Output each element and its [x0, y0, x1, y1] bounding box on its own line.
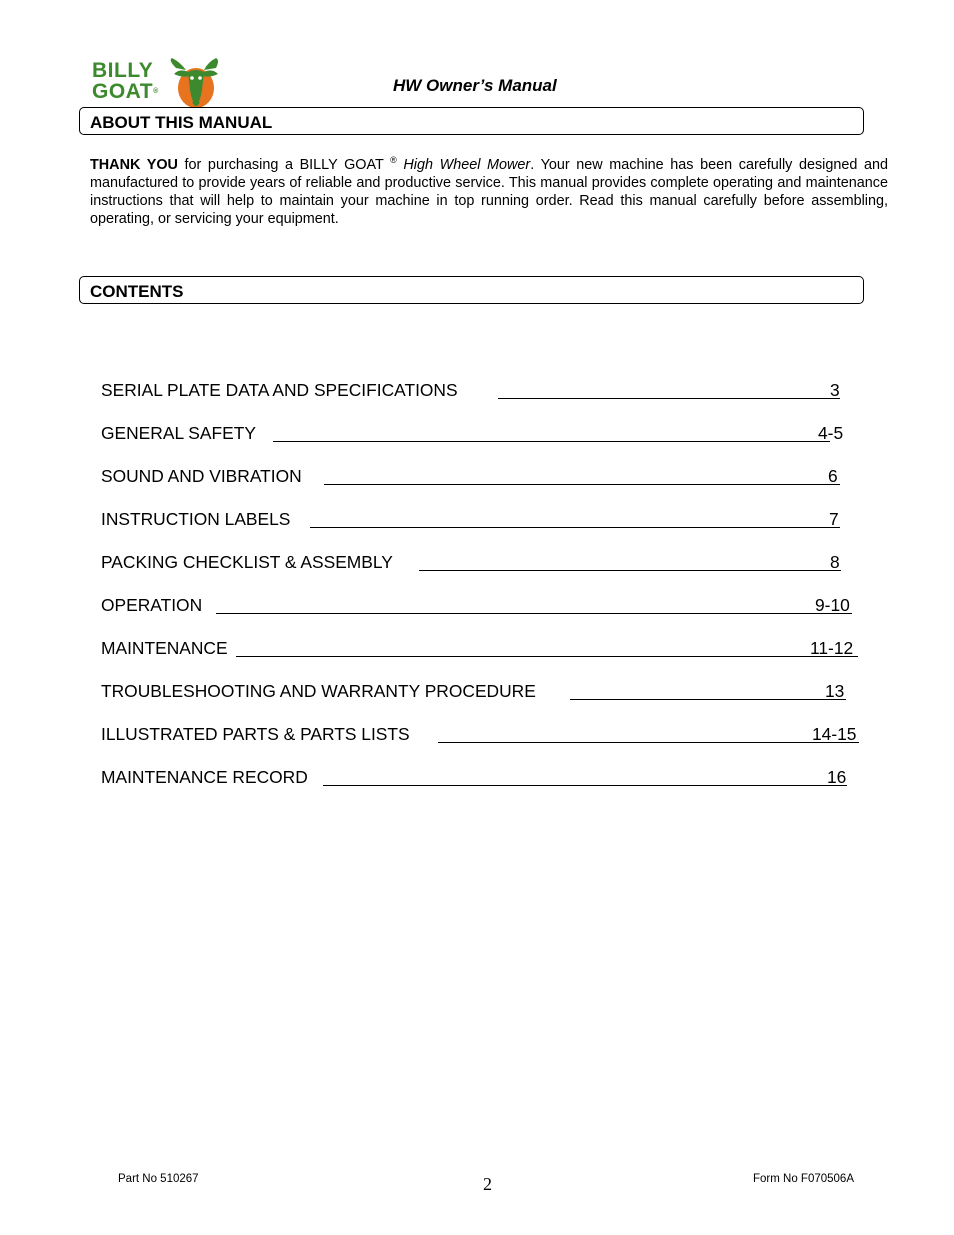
intro-lead: THANK YOU [90, 156, 178, 173]
intro-text-1: for purchasing a BILLY GOAT [177, 156, 391, 173]
toc-leader-line [310, 527, 840, 528]
toc-entry-title: ILLUSTRATED PARTS & PARTS LISTS [101, 724, 410, 744]
logo-wordmark [92, 60, 159, 102]
toc-entry-title: GENERAL SAFETY [101, 423, 256, 443]
toc-entry-page: 13 [825, 681, 845, 701]
toc-entry[interactable] [101, 421, 861, 464]
form-number: Form No F070506A [753, 1173, 854, 1185]
toc-leader-line [498, 398, 840, 399]
toc-entry-page: 6 [828, 466, 838, 486]
part-number: Part No 510267 [118, 1173, 199, 1185]
contents-section-header [79, 276, 864, 304]
toc-entry[interactable] [101, 765, 861, 808]
toc-entry[interactable] [101, 593, 861, 636]
toc-leader-line [216, 613, 852, 614]
toc-entry[interactable] [101, 464, 861, 507]
contents-section-title: CONTENTS [90, 282, 184, 301]
toc-leader-line [236, 656, 858, 657]
toc-entry[interactable] [101, 507, 861, 550]
registered-mark: ® [390, 155, 397, 165]
document-title: HW Owner’s Manual [393, 76, 557, 95]
logo-line2: GOAT [92, 80, 154, 103]
toc-entry-title: MAINTENANCE RECORD [101, 767, 308, 787]
toc-entry[interactable] [101, 679, 861, 722]
about-section-title: ABOUT THIS MANUAL [90, 113, 273, 132]
toc-leader-line [324, 484, 840, 485]
toc-entry-page: 3 [830, 380, 840, 400]
toc-entry-title: OPERATION [101, 595, 203, 615]
toc-entry-page: 7 [829, 509, 839, 529]
toc-entry-title: SOUND AND VIBRATION [101, 466, 302, 486]
toc-leader-line [570, 699, 846, 700]
toc-entry-page: 8 [830, 552, 840, 572]
toc-entry[interactable] [101, 550, 861, 593]
table-of-contents [101, 378, 861, 808]
toc-entry[interactable] [101, 636, 861, 679]
toc-leader-line [323, 785, 847, 786]
about-section-header [79, 107, 864, 135]
toc-entry-title: MAINTENANCE [101, 638, 228, 658]
toc-leader-line [419, 570, 841, 571]
intro-text-2: . Your new machine has been carefully designed and manufactured to provide years of reliable and productive service. This manual provides complete operating and maintenance instructions that will help to maintain your machine in top running order. Read this manual carefully before assembling, operating, or servicing your equipment. [90, 156, 888, 227]
logo-line1: BILLY [92, 59, 154, 82]
billy-goat-logo [92, 58, 218, 110]
toc-entry-page: 4-5 [818, 423, 844, 443]
toc-leader-line [438, 742, 859, 743]
toc-entry-page: 11-12 [810, 638, 854, 658]
logo-registered-mark: ® [153, 88, 159, 95]
toc-entry-title: INSTRUCTION LABELS [101, 509, 291, 529]
toc-entry-title: TROUBLESHOOTING AND WARRANTY PROCEDURE [101, 681, 536, 701]
intro-paragraph [90, 151, 888, 228]
intro-product: High Wheel Mower [403, 156, 531, 173]
toc-entry[interactable] [101, 378, 861, 421]
toc-entry-page: 16 [827, 767, 847, 787]
toc-leader-line [273, 441, 830, 442]
toc-entry-page: 14-15 [812, 724, 857, 744]
toc-entry-page: 9-10 [815, 595, 850, 615]
toc-entry[interactable] [101, 722, 861, 765]
toc-entry-title: PACKING CHECKLIST & ASSEMBLY [101, 552, 393, 572]
toc-entry-title: SERIAL PLATE DATA AND SPECIFICATIONS [101, 380, 458, 400]
goat-head-icon [166, 58, 220, 110]
page-number: 2 [483, 1174, 492, 1194]
